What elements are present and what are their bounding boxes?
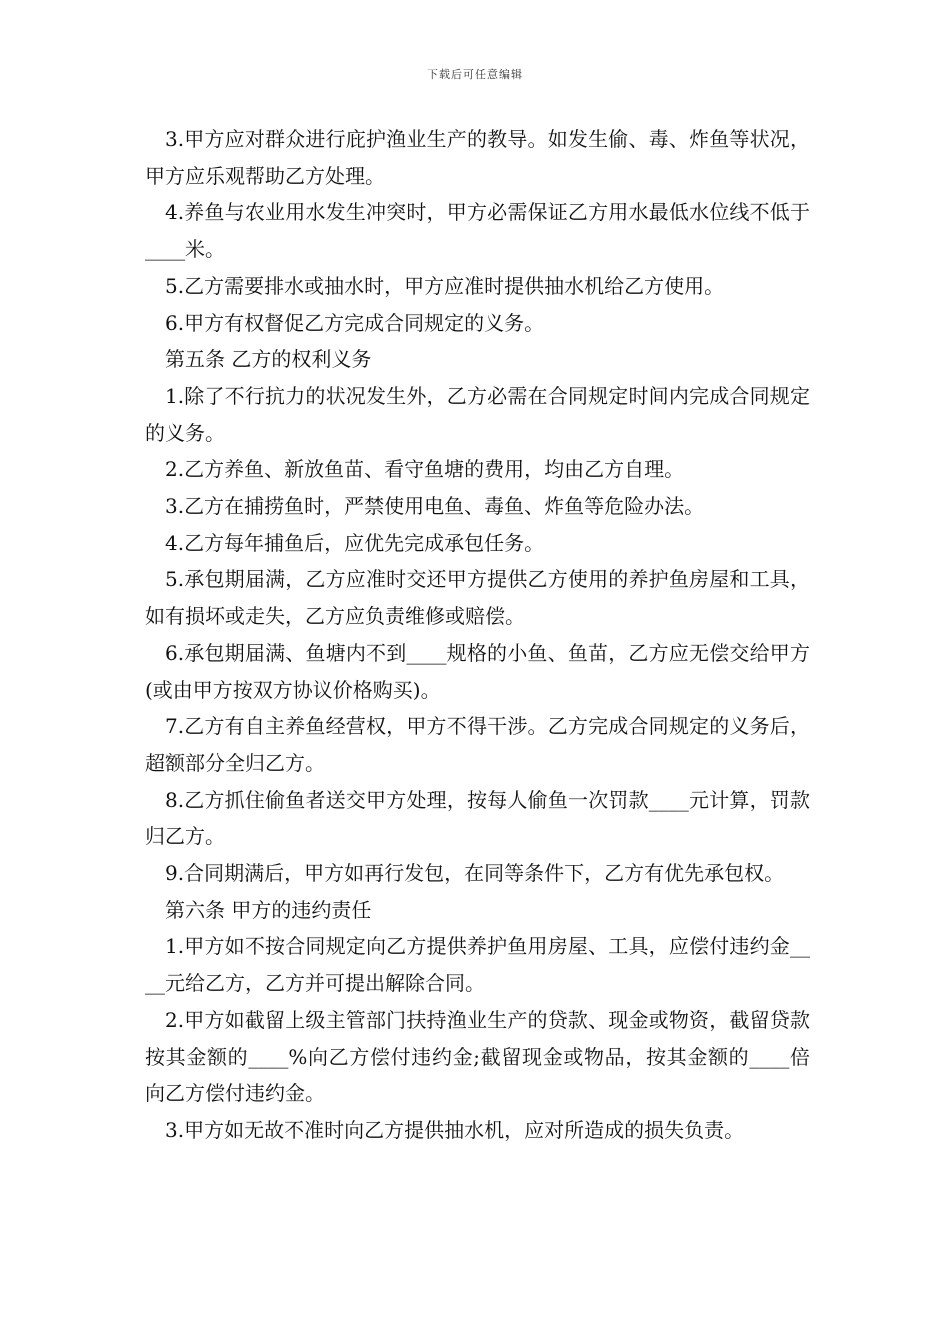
- clause-5-2: 2.乙方养鱼、新放鱼苗、看守鱼塘的费用，均由乙方自理。: [165, 457, 685, 482]
- clause-6-1: 1.甲方如不按合同规定向乙方提供养护鱼用房屋、工具，应偿付违约金____元给乙方，乙方并可提出解除合同。: [145, 934, 810, 996]
- clause-5-3: 3.乙方在捕捞鱼时，严禁使用电鱼、毒鱼、炸鱼等危险办法。: [165, 494, 705, 519]
- clause-5-4: 4.乙方每年捕鱼后，应优先完成承包任务。: [165, 530, 545, 555]
- page-header: 下载后可任意编辑: [427, 68, 523, 81]
- clause-5-8: 8.乙方抓住偷鱼者送交甲方处理，按每人偷鱼一次罚款____元计算，罚款归乙方。: [145, 787, 810, 849]
- clause-4-4: 4.养鱼与农业用水发生冲突时，甲方必需保证乙方用水最低水位线不低于____米。: [145, 200, 810, 262]
- clause-6-3: 3.甲方如无故不准时向乙方提供抽水机，应对所造成的损失负责。: [165, 1117, 745, 1142]
- section-heading-6: 第六条 甲方的违约责任: [165, 897, 372, 922]
- section-heading-5: 第五条 乙方的权利义务: [165, 347, 372, 372]
- clause-5-9: 9.合同期满后，甲方如再行发包，在同等条件下，乙方有优先承包权。: [165, 861, 785, 886]
- clause-4-5: 5.乙方需要排水或抽水时，甲方应准时提供抽水机给乙方使用。: [165, 273, 725, 298]
- clause-5-7: 7.乙方有自主养鱼经营权，甲方不得干涉。乙方完成合同规定的义务后，超额部分全归乙方。: [145, 714, 810, 775]
- clause-4-6: 6.甲方有权督促乙方完成合同规定的义务。: [165, 310, 545, 335]
- clause-4-3: 3.甲方应对群众进行庇护渔业生产的教导。如发生偷、毒、炸鱼等状况，甲方应乐观帮助乙方处理。: [145, 127, 810, 188]
- clause-6-2: 2.甲方如截留上级主管部门扶持渔业生产的贷款、现金或物资，截留贷款按其金额的____%向乙方偿付违约金;截留现金或物品，按其金额的____倍向乙方偿付违约金。: [145, 1007, 810, 1106]
- document-body: [145, 121, 810, 1149]
- clause-5-6: 6.承包期届满、鱼塘内不到____规格的小鱼、鱼苗，乙方应无偿交给甲方(或由甲方按双方协议价格购买)。: [145, 640, 810, 702]
- clause-5-5: 5.承包期届满，乙方应准时交还甲方提供乙方使用的养护鱼房屋和工具，如有损坏或走失，乙方应负责维修或赔偿。: [145, 567, 810, 629]
- clause-5-1: 1.除了不行抗力的状况发生外，乙方必需在合同规定时间内完成合同规定的义务。: [145, 383, 810, 445]
